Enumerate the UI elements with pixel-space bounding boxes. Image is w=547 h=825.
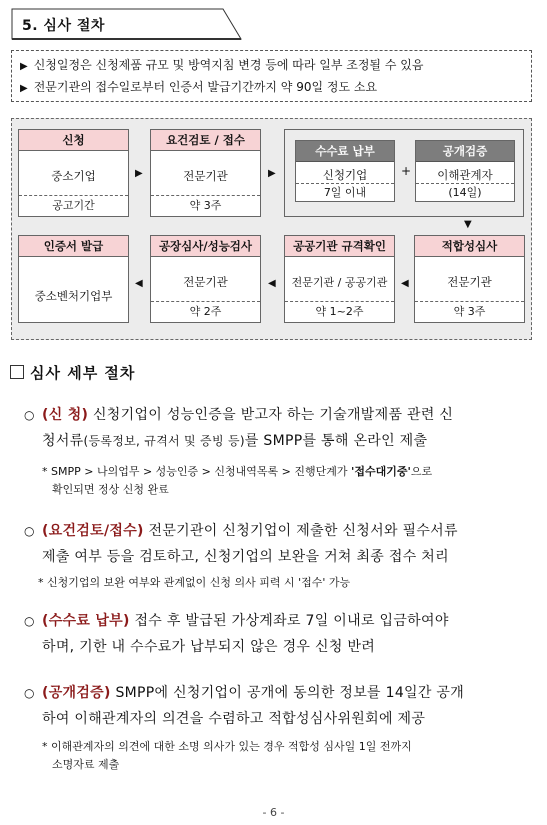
circle-bullet-icon: ○ (24, 408, 35, 422)
step-body: 전문기관 (183, 169, 228, 183)
detail-text: 하여 이해관계자의 의견을 수렴하고 적합성심사위원회에 제공 (42, 711, 426, 727)
step-review (150, 129, 261, 217)
circle-bullet-icon: ○ (24, 614, 35, 628)
details-heading: 심사 세부 절차 (10, 362, 135, 383)
step-certificate (18, 235, 129, 323)
step-body: 전문기관 (447, 275, 492, 289)
step-verify (415, 140, 515, 202)
detail-note: * 신청기업의 보완 여부와 관계없이 신청 의사 피력 시 '접수' 가능 (38, 576, 351, 589)
step-body: 중소벤처기업부 (34, 289, 113, 303)
detail-label: (요건검토/접수) (42, 523, 144, 539)
detail-text: (요건검토/접수) 전문기관이 신청기업이 제출한 신청서와 필수서류 (42, 523, 458, 539)
arrow-right-icon: ▶ (135, 168, 143, 179)
step-fee (295, 140, 395, 202)
detail-note: * SMPP > 나의업무 > 성능인증 > 신청내역목록 > 진행단계가 '접수대기중'으로 확인되면 정상 신청 완료 (42, 465, 433, 496)
fee-verify-group (284, 129, 524, 217)
detail-text: (공개검증) SMPP에 신청기업이 공개에 동의한 정보를 14일간 공개 (42, 685, 465, 701)
arrow-right-icon: ▶ (268, 168, 276, 179)
step-body: 신청기업 (322, 168, 368, 182)
step-body: 전문기관 / 공공기관 (291, 276, 388, 289)
triangle-bullet-icon: ▶ (20, 83, 28, 94)
detail-text: 청서류(등록정보, 규격서 및 증빙 등)를 SMPP를 통해 온라인 제출 (42, 433, 428, 449)
step-head: 공개검증 (416, 141, 514, 162)
step-foot: 7일 이내 (296, 183, 394, 201)
section-title-tab (11, 8, 241, 38)
checkbox-square-icon (10, 365, 24, 379)
arrow-left-icon: ◀ (401, 278, 409, 289)
arrow-left-icon: ◀ (268, 278, 276, 289)
step-public-spec (284, 235, 395, 323)
step-head: 적합성심사 (415, 236, 524, 257)
step-head: 신청 (19, 130, 128, 151)
detail-item-review (24, 518, 536, 570)
arrow-left-icon: ◀ (135, 278, 143, 289)
schedule-notes (11, 50, 532, 102)
detail-text: (신 청) 신청기업이 성능인증을 받고자 하는 기술개발제품 관련 신 (42, 407, 454, 423)
triangle-bullet-icon: ▶ (20, 61, 28, 72)
circle-bullet-icon: ○ (24, 524, 35, 538)
note-line: ▶ 신청일정은 신청제품 규모 및 방역지침 변경 등에 따라 일부 조정될 수 있음 (20, 58, 424, 72)
plus-icon: + (401, 164, 412, 178)
step-head: 공장심사/성능검사 (151, 236, 260, 257)
step-body: 전문기관 (183, 275, 228, 289)
detail-text: 제출 여부 등을 검토하고, 신청기업의 보완을 거쳐 최종 접수 처리 (42, 549, 449, 565)
detail-text: 하며, 기한 내 수수료가 납부되지 않은 경우 신청 반려 (42, 639, 376, 655)
detail-label: (수수료 납부) (42, 613, 130, 629)
step-body: 이해관계자 (437, 168, 493, 182)
step-foot: 약 1~2주 (285, 301, 394, 322)
detail-item-verify (24, 680, 536, 732)
detail-text: (수수료 납부) 접수 후 발급된 가상계좌로 7일 이내로 입금하여야 (42, 613, 449, 629)
detail-label: (신 청) (42, 407, 89, 423)
circle-bullet-icon: ○ (24, 686, 35, 700)
step-foot: 공고기간 (19, 195, 128, 216)
detail-item-fee (24, 608, 536, 660)
detail-note: * 이해관계자의 의견에 대한 소명 의사가 있는 경우 적합성 심사일 1일 전까지 소명자료 제출 (42, 740, 412, 771)
step-foot: 약 3주 (415, 301, 524, 322)
step-body: 중소기업 (51, 169, 96, 183)
step-head: 수수료 납부 (296, 141, 394, 162)
detail-label: (공개검증) (42, 685, 111, 701)
section-title: 5. 심사 절차 (22, 18, 105, 34)
note-line: ▶ 전문기관의 접수일로부터 인증서 발급기간까지 약 90일 정도 소요 (20, 80, 378, 94)
step-foot: 약 3주 (151, 195, 260, 216)
step-foot: (14일) (416, 183, 514, 201)
step-conformity (414, 235, 525, 323)
page-number: - 6 - (262, 806, 285, 819)
step-factory-audit (150, 235, 261, 323)
arrow-down-icon: ▼ (464, 219, 472, 230)
step-head: 공공기관 규격확인 (285, 236, 394, 257)
step-head: 요건검토 / 접수 (151, 130, 260, 151)
step-foot: 약 2주 (151, 301, 260, 322)
step-apply (18, 129, 129, 217)
detail-item-apply (24, 402, 536, 454)
process-diagram (11, 118, 532, 340)
step-head: 인증서 발급 (19, 236, 128, 257)
